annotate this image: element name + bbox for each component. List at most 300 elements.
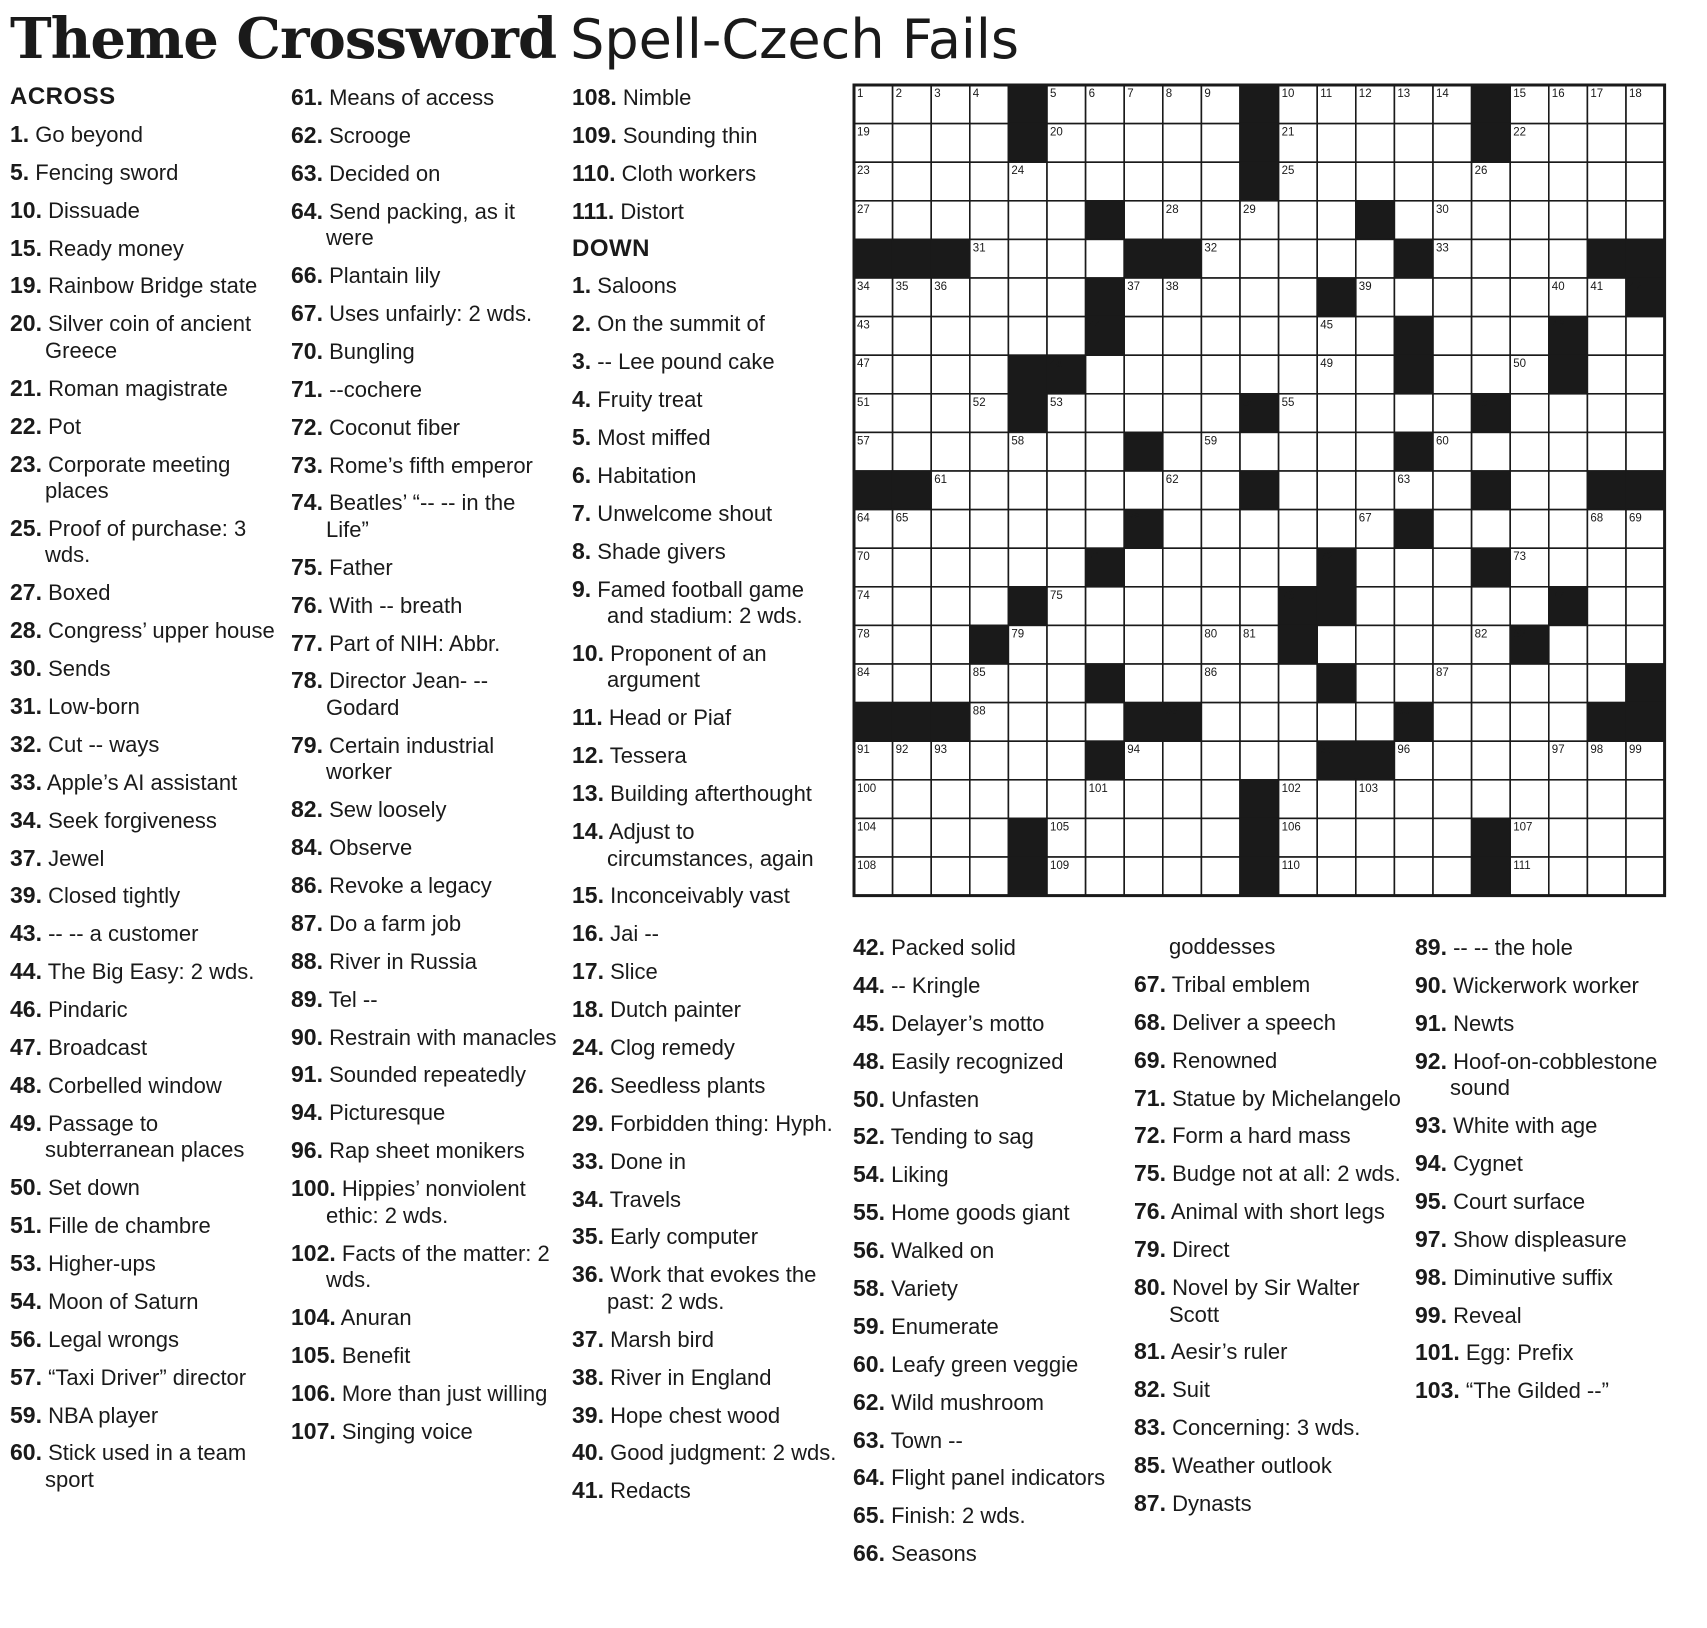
grid-cell[interactable] xyxy=(1433,162,1472,201)
clue-item[interactable] xyxy=(10,1288,280,1316)
grid-cell[interactable] xyxy=(1510,201,1549,240)
grid-cell[interactable] xyxy=(1356,587,1395,626)
grid-cell[interactable] xyxy=(1201,780,1240,819)
clue-item[interactable] xyxy=(1415,1188,1695,1216)
grid-cell[interactable] xyxy=(1626,124,1665,163)
grid-cell[interactable] xyxy=(1086,432,1125,471)
clue-item[interactable] xyxy=(291,1380,561,1408)
grid-cell[interactable] xyxy=(1472,355,1511,394)
clue-item[interactable] xyxy=(291,84,561,112)
grid-cell[interactable] xyxy=(1124,625,1163,664)
grid-cell[interactable] xyxy=(1201,317,1240,356)
grid-cell[interactable] xyxy=(1317,162,1356,201)
grid-cell[interactable] xyxy=(1047,471,1086,510)
clue-item[interactable] xyxy=(572,348,842,376)
grid-cell[interactable] xyxy=(893,124,932,163)
clue-item[interactable] xyxy=(291,834,561,862)
grid-cell[interactable] xyxy=(1317,510,1356,549)
grid-cell[interactable] xyxy=(1163,587,1202,626)
grid-cell[interactable] xyxy=(970,201,1009,240)
clue-item[interactable] xyxy=(1415,1377,1695,1405)
grid-cell[interactable] xyxy=(1510,587,1549,626)
grid-cell[interactable] xyxy=(1163,394,1202,433)
clue-item[interactable] xyxy=(291,198,561,252)
grid-cell[interactable] xyxy=(1279,510,1318,549)
clue-item[interactable] xyxy=(1415,1264,1695,1292)
grid-cell[interactable] xyxy=(1626,857,1665,896)
clue-item[interactable] xyxy=(572,1186,842,1214)
grid-cell[interactable] xyxy=(1433,317,1472,356)
clue-item[interactable] xyxy=(10,375,280,403)
clue-item[interactable] xyxy=(10,310,280,364)
clue-item[interactable] xyxy=(291,1061,561,1089)
grid-cell[interactable] xyxy=(1472,664,1511,703)
clue-item[interactable] xyxy=(572,882,842,910)
grid-cell[interactable] xyxy=(893,355,932,394)
clue-item[interactable] xyxy=(291,1342,561,1370)
grid-cell[interactable] xyxy=(1240,510,1279,549)
grid-cell[interactable] xyxy=(1510,780,1549,819)
grid-cell[interactable] xyxy=(1356,355,1395,394)
clue-item[interactable] xyxy=(291,489,561,543)
grid-cell[interactable] xyxy=(1510,510,1549,549)
clue-item[interactable] xyxy=(853,972,1123,1000)
clue-item[interactable] xyxy=(10,958,280,986)
clue-item[interactable] xyxy=(10,807,280,835)
grid-cell[interactable] xyxy=(1472,201,1511,240)
grid-cell[interactable] xyxy=(1124,394,1163,433)
clue-item[interactable] xyxy=(291,1024,561,1052)
grid-cell[interactable] xyxy=(1086,124,1125,163)
clue-item[interactable] xyxy=(1134,1274,1404,1328)
grid-cell[interactable] xyxy=(1587,625,1626,664)
clue-item[interactable] xyxy=(572,500,842,528)
clue-item[interactable] xyxy=(291,986,561,1014)
grid-cell[interactable] xyxy=(1124,664,1163,703)
grid-cell[interactable] xyxy=(1626,432,1665,471)
clue-item[interactable] xyxy=(572,958,842,986)
grid-cell[interactable] xyxy=(1394,780,1433,819)
grid-cell[interactable] xyxy=(1510,394,1549,433)
grid-cell[interactable] xyxy=(931,201,970,240)
clue-item[interactable] xyxy=(1134,1085,1404,1113)
grid-cell[interactable] xyxy=(1047,432,1086,471)
grid-cell[interactable] xyxy=(931,510,970,549)
grid-cell[interactable] xyxy=(1549,818,1588,857)
grid-cell[interactable] xyxy=(1163,818,1202,857)
grid-cell[interactable] xyxy=(1201,587,1240,626)
clue-item[interactable] xyxy=(572,704,842,732)
clue-item[interactable] xyxy=(1134,1376,1404,1404)
grid-cell[interactable] xyxy=(1549,394,1588,433)
clue-item[interactable] xyxy=(572,1110,842,1138)
clue-item[interactable] xyxy=(10,1250,280,1278)
grid-cell[interactable] xyxy=(1047,201,1086,240)
grid-cell[interactable] xyxy=(970,432,1009,471)
clue-item[interactable] xyxy=(572,640,842,694)
grid-cell[interactable] xyxy=(1240,355,1279,394)
clue-item[interactable] xyxy=(1415,1226,1695,1254)
clue-item[interactable] xyxy=(572,742,842,770)
grid-cell[interactable] xyxy=(1356,124,1395,163)
clue-item[interactable] xyxy=(1415,934,1695,962)
grid-cell[interactable] xyxy=(1587,780,1626,819)
grid-cell[interactable] xyxy=(1279,548,1318,587)
grid-cell[interactable] xyxy=(1201,471,1240,510)
clue-item[interactable] xyxy=(10,235,280,263)
grid-cell[interactable] xyxy=(1240,432,1279,471)
clue-item[interactable] xyxy=(572,272,842,300)
grid-cell[interactable] xyxy=(1201,162,1240,201)
grid-cell[interactable] xyxy=(1433,394,1472,433)
grid-cell[interactable] xyxy=(931,857,970,896)
grid-cell[interactable] xyxy=(1047,510,1086,549)
grid-cell[interactable] xyxy=(1356,394,1395,433)
clue-item[interactable] xyxy=(1134,1047,1404,1075)
grid-cell[interactable] xyxy=(1587,587,1626,626)
grid-cell[interactable] xyxy=(1163,625,1202,664)
grid-cell[interactable] xyxy=(1549,664,1588,703)
clue-item[interactable] xyxy=(291,667,561,721)
clue-item[interactable] xyxy=(10,769,280,797)
clue-item[interactable] xyxy=(572,122,842,150)
clue-item[interactable] xyxy=(853,1427,1123,1455)
grid-cell[interactable] xyxy=(1549,625,1588,664)
grid-cell[interactable] xyxy=(1201,548,1240,587)
clue-item[interactable] xyxy=(1134,1122,1404,1150)
grid-cell[interactable] xyxy=(1510,471,1549,510)
grid-cell[interactable] xyxy=(1510,278,1549,317)
clue-item[interactable] xyxy=(291,1099,561,1127)
grid-cell[interactable] xyxy=(970,355,1009,394)
grid-cell[interactable] xyxy=(1279,317,1318,356)
grid-cell[interactable] xyxy=(1317,432,1356,471)
clue-item[interactable] xyxy=(1134,1198,1404,1226)
grid-cell[interactable] xyxy=(1124,162,1163,201)
grid-cell[interactable] xyxy=(1472,239,1511,278)
grid-cell[interactable] xyxy=(1549,432,1588,471)
grid-cell[interactable] xyxy=(1086,239,1125,278)
grid-cell[interactable] xyxy=(1510,664,1549,703)
grid-cell[interactable] xyxy=(893,818,932,857)
grid-cell[interactable] xyxy=(1356,317,1395,356)
grid-cell[interactable] xyxy=(1163,510,1202,549)
clue-item[interactable] xyxy=(572,160,842,188)
grid-cell[interactable] xyxy=(1356,471,1395,510)
grid-cell[interactable] xyxy=(1394,278,1433,317)
grid-cell[interactable] xyxy=(1510,432,1549,471)
grid-cell[interactable] xyxy=(1356,818,1395,857)
grid-cell[interactable] xyxy=(1626,818,1665,857)
clue-item[interactable] xyxy=(291,1304,561,1332)
grid-cell[interactable] xyxy=(1163,780,1202,819)
clue-item[interactable] xyxy=(10,1174,280,1202)
grid-cell[interactable] xyxy=(1433,625,1472,664)
clue-item[interactable] xyxy=(853,1275,1123,1303)
grid-cell[interactable] xyxy=(970,124,1009,163)
clue-item[interactable] xyxy=(10,1212,280,1240)
clue-item[interactable] xyxy=(10,1402,280,1430)
grid-cell[interactable] xyxy=(893,548,932,587)
grid-cell[interactable] xyxy=(1201,278,1240,317)
grid-cell[interactable] xyxy=(931,548,970,587)
clue-item[interactable] xyxy=(1134,1160,1404,1188)
grid-cell[interactable] xyxy=(1124,124,1163,163)
crossword-grid[interactable] xyxy=(852,83,1668,899)
grid-cell[interactable] xyxy=(1008,741,1047,780)
grid-cell[interactable] xyxy=(1472,703,1511,742)
grid-cell[interactable] xyxy=(1394,124,1433,163)
grid-cell[interactable] xyxy=(1549,548,1588,587)
grid-cell[interactable] xyxy=(1047,703,1086,742)
grid-cell[interactable] xyxy=(1163,317,1202,356)
clue-item[interactable] xyxy=(1415,1112,1695,1140)
grid-cell[interactable] xyxy=(1124,857,1163,896)
grid-cell[interactable] xyxy=(1047,548,1086,587)
clue-item[interactable] xyxy=(1415,1302,1695,1330)
clue-item[interactable] xyxy=(853,1351,1123,1379)
grid-cell[interactable] xyxy=(1510,703,1549,742)
grid-cell[interactable] xyxy=(1163,857,1202,896)
grid-cell[interactable] xyxy=(1240,703,1279,742)
grid-cell[interactable] xyxy=(1626,780,1665,819)
grid-cell[interactable] xyxy=(931,394,970,433)
grid-cell[interactable] xyxy=(1356,664,1395,703)
clue-item[interactable] xyxy=(10,882,280,910)
grid-cell[interactable] xyxy=(1549,857,1588,896)
grid-cell[interactable] xyxy=(1433,818,1472,857)
clue-item[interactable] xyxy=(291,592,561,620)
grid-cell[interactable] xyxy=(1201,703,1240,742)
grid-cell[interactable] xyxy=(1240,741,1279,780)
grid-cell[interactable] xyxy=(931,355,970,394)
grid-cell[interactable] xyxy=(893,317,932,356)
clue-item[interactable] xyxy=(291,796,561,824)
grid-cell[interactable] xyxy=(1394,548,1433,587)
grid-cell[interactable] xyxy=(1317,124,1356,163)
grid-cell[interactable] xyxy=(1510,741,1549,780)
grid-cell[interactable] xyxy=(1201,510,1240,549)
grid-cell[interactable] xyxy=(1008,548,1047,587)
grid-cell[interactable] xyxy=(1587,317,1626,356)
grid-cell[interactable] xyxy=(1433,780,1472,819)
clue-item[interactable] xyxy=(572,1072,842,1100)
grid-cell[interactable] xyxy=(1201,355,1240,394)
grid-cell[interactable] xyxy=(1472,741,1511,780)
grid-cell[interactable] xyxy=(1472,587,1511,626)
grid-cell[interactable] xyxy=(1047,317,1086,356)
grid-cell[interactable] xyxy=(1433,510,1472,549)
clue-item[interactable] xyxy=(853,1389,1123,1417)
grid-cell[interactable] xyxy=(1008,664,1047,703)
grid-cell[interactable] xyxy=(1086,355,1125,394)
grid-cell[interactable] xyxy=(1086,703,1125,742)
grid-cell[interactable] xyxy=(1472,510,1511,549)
clue-item[interactable] xyxy=(1415,1010,1695,1038)
grid-cell[interactable] xyxy=(970,317,1009,356)
grid-cell[interactable] xyxy=(1317,394,1356,433)
grid-cell[interactable] xyxy=(1549,471,1588,510)
grid-cell[interactable] xyxy=(1240,587,1279,626)
grid-cell[interactable] xyxy=(1626,587,1665,626)
clue-item[interactable] xyxy=(10,1034,280,1062)
grid-cell[interactable] xyxy=(1047,278,1086,317)
grid-cell[interactable] xyxy=(931,124,970,163)
grid-cell[interactable] xyxy=(1549,780,1588,819)
clue-item[interactable] xyxy=(572,1223,842,1251)
clue-item[interactable] xyxy=(1134,1236,1404,1264)
grid-cell[interactable] xyxy=(1394,664,1433,703)
clue-item[interactable] xyxy=(291,1418,561,1446)
grid-cell[interactable] xyxy=(1086,818,1125,857)
grid-cell[interactable] xyxy=(1240,317,1279,356)
grid-cell[interactable] xyxy=(1086,857,1125,896)
grid-cell[interactable] xyxy=(931,664,970,703)
grid-cell[interactable] xyxy=(1201,394,1240,433)
clue-item[interactable] xyxy=(1134,1009,1404,1037)
clue-item[interactable] xyxy=(572,1261,842,1315)
clue-item[interactable] xyxy=(572,386,842,414)
grid-cell[interactable] xyxy=(1086,471,1125,510)
grid-cell[interactable] xyxy=(893,201,932,240)
clue-item[interactable] xyxy=(10,731,280,759)
clue-item[interactable] xyxy=(291,1175,561,1229)
grid-cell[interactable] xyxy=(1008,780,1047,819)
grid-cell[interactable] xyxy=(1394,857,1433,896)
grid-cell[interactable] xyxy=(1317,857,1356,896)
grid-cell[interactable] xyxy=(1279,741,1318,780)
clue-item[interactable] xyxy=(853,1161,1123,1189)
clue-item[interactable] xyxy=(1415,972,1695,1000)
clue-item[interactable] xyxy=(10,413,280,441)
grid-cell[interactable] xyxy=(1279,664,1318,703)
clue-item[interactable] xyxy=(572,424,842,452)
clue-item[interactable] xyxy=(10,845,280,873)
clue-item[interactable] xyxy=(10,693,280,721)
grid-cell[interactable] xyxy=(1549,124,1588,163)
grid-cell[interactable] xyxy=(970,278,1009,317)
grid-cell[interactable] xyxy=(1008,317,1047,356)
grid-cell[interactable] xyxy=(1317,818,1356,857)
grid-cell[interactable] xyxy=(931,818,970,857)
grid-cell[interactable] xyxy=(1433,703,1472,742)
grid-cell[interactable] xyxy=(1549,162,1588,201)
grid-cell[interactable] xyxy=(1201,741,1240,780)
clue-item[interactable] xyxy=(853,1237,1123,1265)
grid-cell[interactable] xyxy=(1433,857,1472,896)
grid-cell[interactable] xyxy=(1279,278,1318,317)
grid-cell[interactable] xyxy=(1587,548,1626,587)
grid-cell[interactable] xyxy=(1279,471,1318,510)
clue-item[interactable] xyxy=(10,579,280,607)
grid-cell[interactable] xyxy=(1626,394,1665,433)
grid-cell[interactable] xyxy=(1587,162,1626,201)
grid-cell[interactable] xyxy=(1394,162,1433,201)
grid-cell[interactable] xyxy=(1047,625,1086,664)
clue-item[interactable] xyxy=(572,1364,842,1392)
grid-cell[interactable] xyxy=(1317,471,1356,510)
clue-item[interactable] xyxy=(1134,1414,1404,1442)
clue-item[interactable] xyxy=(1415,1150,1695,1178)
clue-item[interactable] xyxy=(10,1326,280,1354)
grid-cell[interactable] xyxy=(1086,162,1125,201)
grid-cell[interactable] xyxy=(970,857,1009,896)
clue-item[interactable] xyxy=(853,1123,1123,1151)
grid-cell[interactable] xyxy=(970,587,1009,626)
clue-item[interactable] xyxy=(10,1110,280,1164)
clue-item[interactable] xyxy=(10,451,280,505)
clue-item[interactable] xyxy=(572,1034,842,1062)
grid-cell[interactable] xyxy=(1240,239,1279,278)
grid-cell[interactable] xyxy=(1086,625,1125,664)
clue-item[interactable] xyxy=(10,159,280,187)
clue-item[interactable] xyxy=(291,1240,561,1294)
clue-item[interactable] xyxy=(291,1137,561,1165)
grid-cell[interactable] xyxy=(1124,587,1163,626)
clue-item[interactable] xyxy=(572,198,842,226)
grid-cell[interactable] xyxy=(1549,510,1588,549)
grid-cell[interactable] xyxy=(1626,355,1665,394)
clue-item[interactable] xyxy=(853,1199,1123,1227)
clue-item[interactable] xyxy=(291,376,561,404)
grid-cell[interactable] xyxy=(1008,510,1047,549)
grid-cell[interactable] xyxy=(893,625,932,664)
clue-item[interactable] xyxy=(291,630,561,658)
clue-item[interactable] xyxy=(572,576,842,630)
grid-cell[interactable] xyxy=(1047,162,1086,201)
clue-item[interactable] xyxy=(853,1464,1123,1492)
grid-cell[interactable] xyxy=(1549,703,1588,742)
grid-cell[interactable] xyxy=(1587,857,1626,896)
grid-cell[interactable] xyxy=(970,780,1009,819)
clue-item[interactable] xyxy=(291,338,561,366)
grid-cell[interactable] xyxy=(1317,780,1356,819)
clue-item[interactable] xyxy=(853,1540,1123,1568)
grid-cell[interactable] xyxy=(893,664,932,703)
grid-cell[interactable] xyxy=(1510,162,1549,201)
clue-item[interactable] xyxy=(291,414,561,442)
grid-cell[interactable] xyxy=(1163,162,1202,201)
clue-item[interactable] xyxy=(291,300,561,328)
clue-item[interactable] xyxy=(853,1086,1123,1114)
grid-cell[interactable] xyxy=(1394,201,1433,240)
grid-cell[interactable] xyxy=(1008,471,1047,510)
clue-item[interactable] xyxy=(10,617,280,645)
grid-cell[interactable] xyxy=(1240,548,1279,587)
clue-item[interactable] xyxy=(10,197,280,225)
grid-cell[interactable] xyxy=(931,432,970,471)
grid-cell[interactable] xyxy=(1356,162,1395,201)
grid-cell[interactable] xyxy=(1008,703,1047,742)
clue-item[interactable] xyxy=(853,1313,1123,1341)
grid-cell[interactable] xyxy=(1163,548,1202,587)
clue-item[interactable] xyxy=(572,1439,842,1467)
grid-cell[interactable] xyxy=(970,510,1009,549)
grid-cell[interactable] xyxy=(893,587,932,626)
grid-cell[interactable] xyxy=(1240,278,1279,317)
grid-cell[interactable] xyxy=(1510,239,1549,278)
grid-cell[interactable] xyxy=(1163,124,1202,163)
clue-item[interactable] xyxy=(1415,1048,1695,1102)
grid-cell[interactable] xyxy=(1587,201,1626,240)
grid-cell[interactable] xyxy=(1240,664,1279,703)
clue-item[interactable] xyxy=(572,538,842,566)
clue-item[interactable] xyxy=(572,1326,842,1354)
grid-cell[interactable] xyxy=(1356,857,1395,896)
grid-cell[interactable] xyxy=(1433,355,1472,394)
grid-cell[interactable] xyxy=(1086,587,1125,626)
grid-cell[interactable] xyxy=(1433,278,1472,317)
